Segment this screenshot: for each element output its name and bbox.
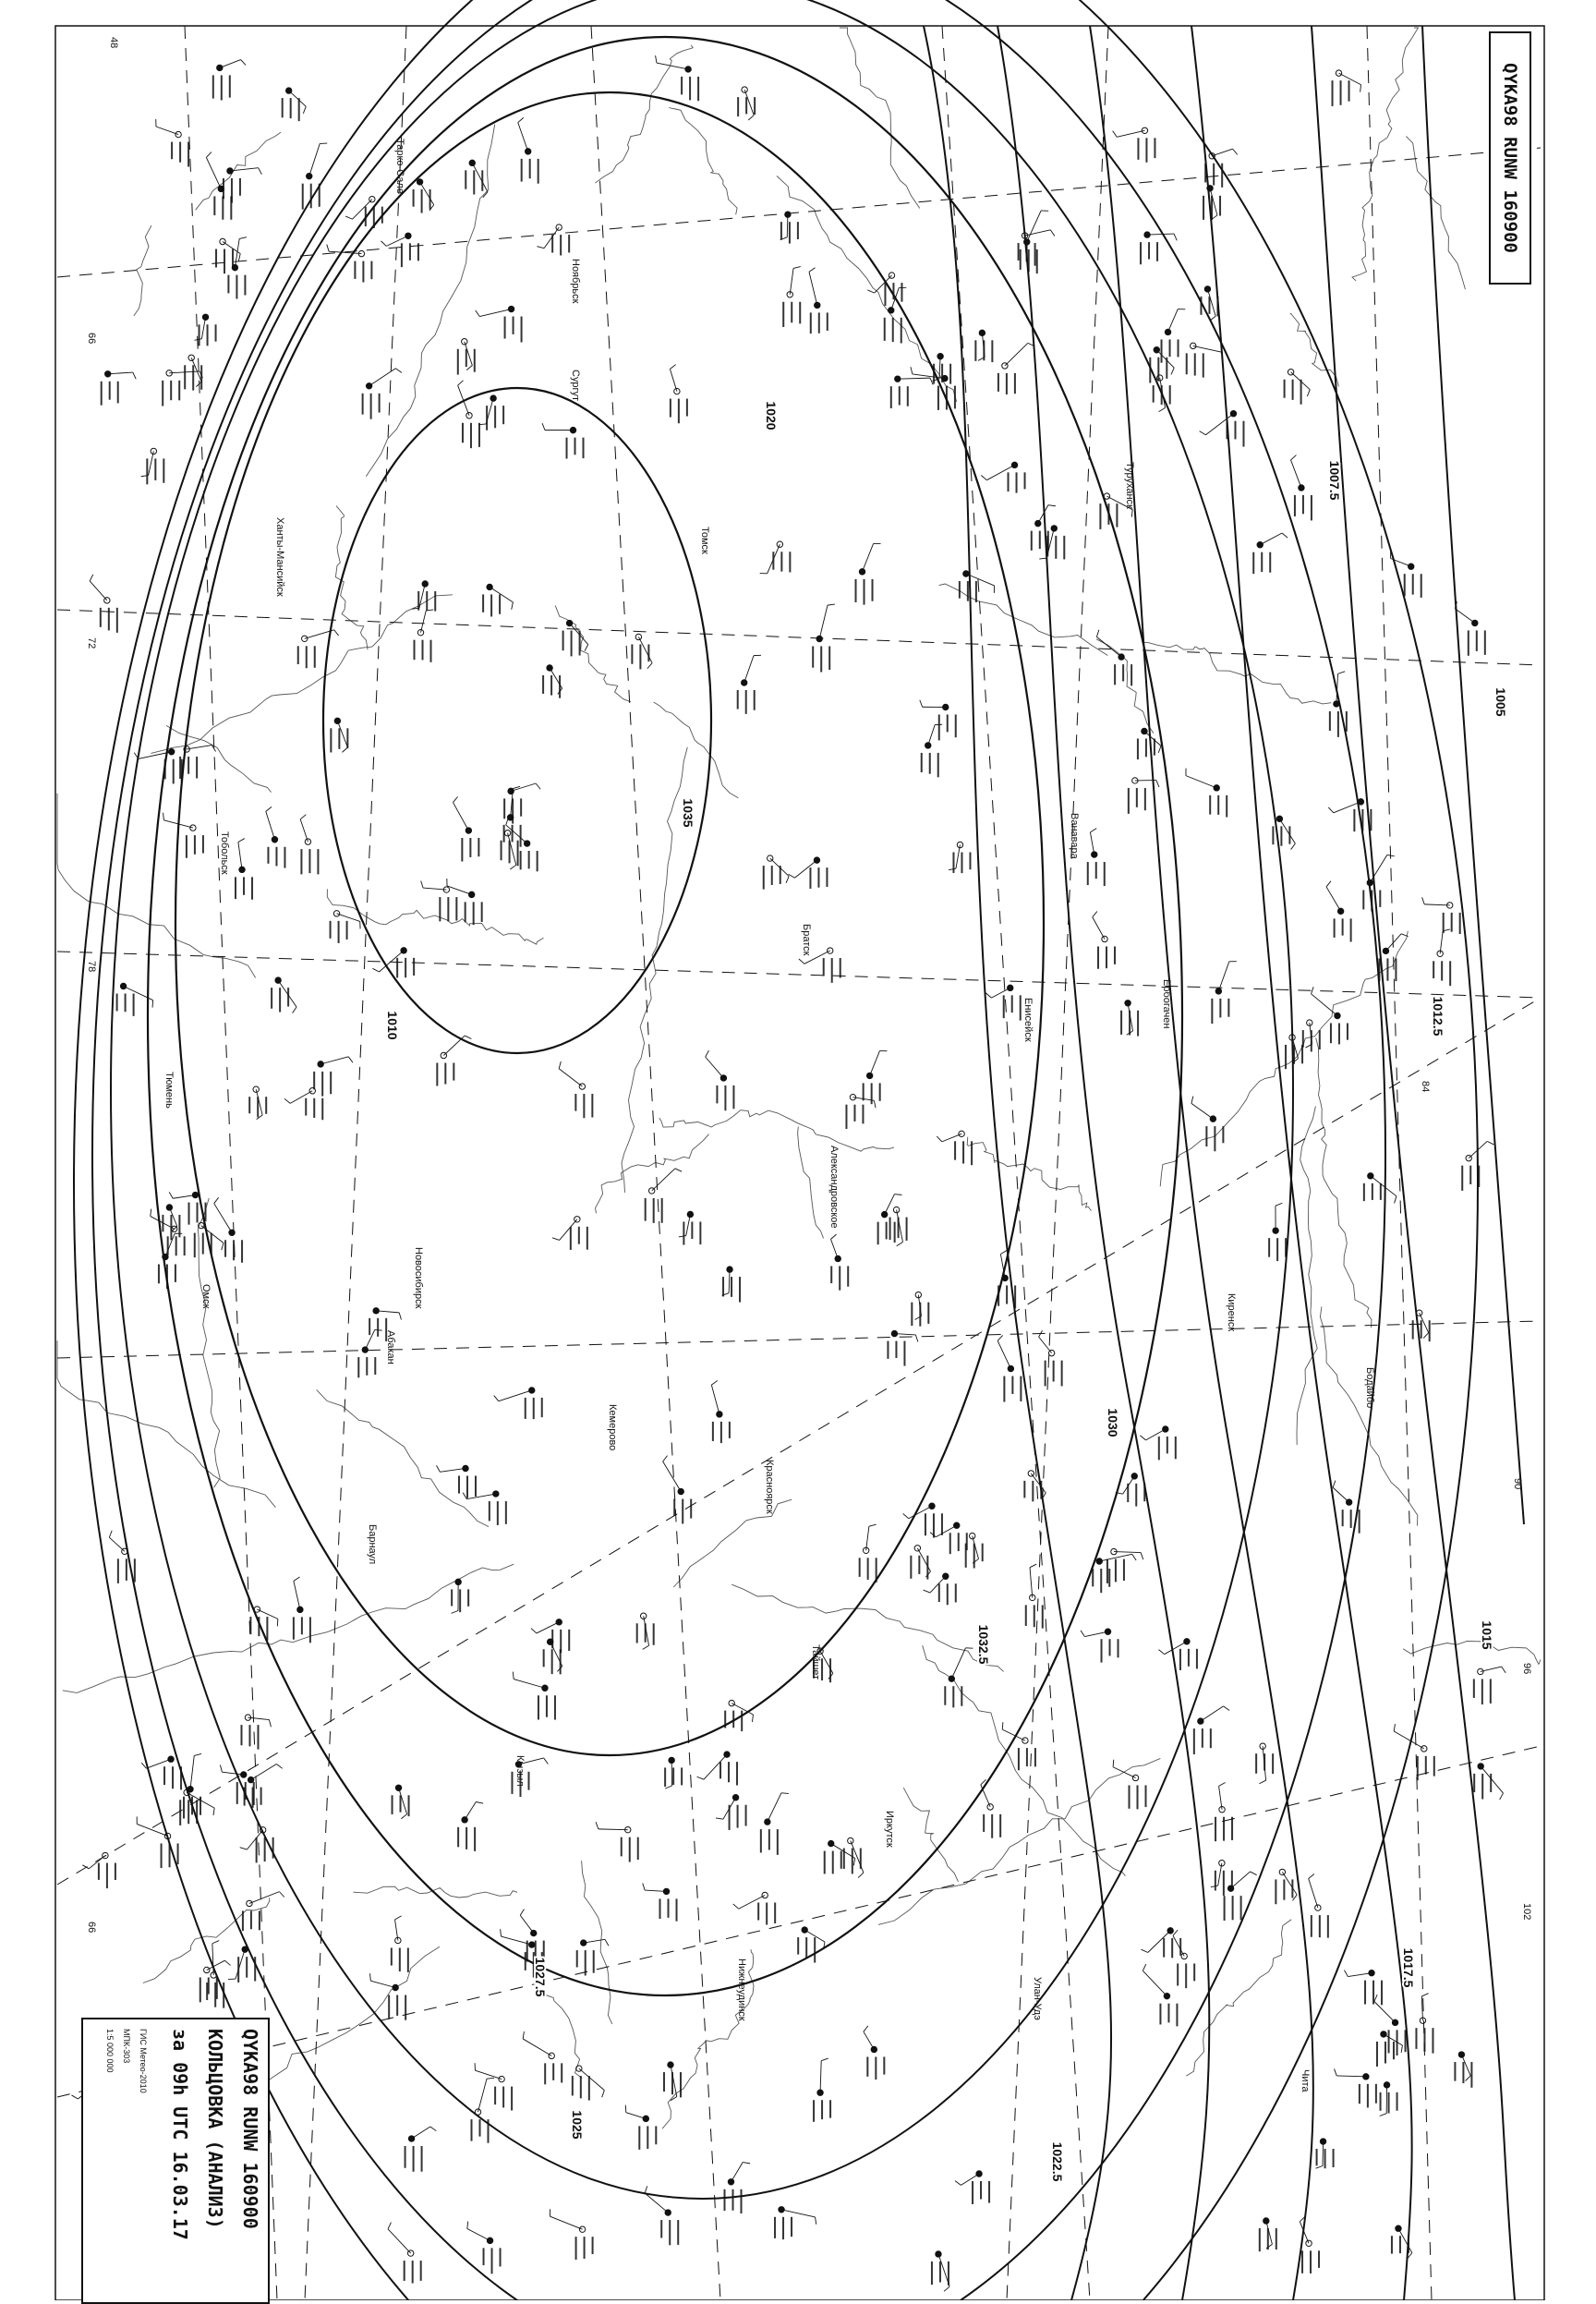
city-label: Ноябрьск bbox=[570, 259, 581, 304]
city-label: Братск bbox=[801, 924, 812, 956]
river-line bbox=[777, 176, 957, 402]
station-plot bbox=[162, 1205, 180, 1241]
isobar-value-label: 1010 bbox=[385, 1011, 400, 1039]
city-label: Омск bbox=[200, 1284, 212, 1309]
lat-lon-grid bbox=[57, 26, 1541, 2300]
station-plot bbox=[1113, 127, 1156, 163]
isobar-value-label: 1022.5 bbox=[1050, 2142, 1065, 2182]
station-plot bbox=[1326, 881, 1352, 942]
station-plot bbox=[981, 462, 1025, 492]
station-plot bbox=[664, 1757, 683, 1789]
station-plot bbox=[436, 1465, 477, 1498]
station-plot bbox=[1093, 912, 1116, 969]
station-plot bbox=[82, 1852, 116, 1888]
station-plot bbox=[542, 423, 584, 458]
river-line bbox=[732, 1584, 1003, 1671]
station-plot bbox=[313, 1057, 353, 1097]
station-plot bbox=[985, 985, 1021, 1020]
lat-label: 66 bbox=[86, 1922, 97, 1933]
station-plot bbox=[531, 1619, 570, 1654]
station-plot bbox=[1412, 1310, 1431, 1341]
station-plot bbox=[330, 911, 361, 943]
station-plot bbox=[789, 857, 828, 889]
station-plot bbox=[1215, 1783, 1233, 1842]
city-label: Барнаул bbox=[367, 1524, 378, 1564]
lat-label: 72 bbox=[86, 637, 97, 649]
station-plot bbox=[90, 575, 118, 633]
station-plot bbox=[1268, 1203, 1287, 1261]
lat-label: 96 bbox=[1521, 1663, 1532, 1674]
station-plot bbox=[381, 233, 418, 267]
city-label: Киренск bbox=[1226, 1293, 1237, 1331]
station-plot bbox=[1200, 411, 1245, 447]
station-plot bbox=[248, 1086, 267, 1120]
city-label: Ванавара bbox=[1069, 813, 1080, 860]
station-plot bbox=[523, 2031, 562, 2084]
chart-code: QYKA98 RUNW 160900 bbox=[1500, 63, 1520, 253]
grid-line bbox=[591, 26, 720, 2300]
river-line bbox=[335, 506, 368, 650]
isobar-value-label: 1012.5 bbox=[1431, 997, 1445, 1037]
river-line bbox=[353, 1886, 517, 1898]
station-plot bbox=[227, 237, 247, 299]
station-plot bbox=[436, 1036, 471, 1085]
isobar-value-label: 1015 bbox=[1480, 1620, 1494, 1649]
station-plot bbox=[859, 1524, 877, 1582]
station-plot bbox=[711, 1380, 731, 1443]
station-plot bbox=[920, 700, 957, 741]
station-plot bbox=[813, 2058, 831, 2122]
station-plot bbox=[830, 1234, 849, 1291]
river-line bbox=[555, 606, 631, 702]
river-line bbox=[57, 1340, 275, 1508]
station-plot bbox=[1143, 1964, 1178, 2026]
station-plot bbox=[890, 376, 933, 408]
city-label: Ербогачен bbox=[1161, 979, 1172, 1028]
station-plot bbox=[240, 1715, 271, 1750]
city-label: Тарко-Сале bbox=[394, 139, 405, 194]
station-plot bbox=[1092, 1554, 1136, 1593]
grid-line bbox=[57, 1321, 1541, 1358]
station-plot bbox=[1140, 1426, 1176, 1461]
station-plot bbox=[636, 1613, 655, 1649]
station-plot bbox=[421, 880, 458, 921]
station-plot bbox=[937, 1131, 973, 1165]
station-plot bbox=[1316, 2139, 1335, 2168]
city-label: Тайшет bbox=[810, 1644, 821, 1679]
river-line bbox=[596, 1134, 709, 1214]
station-plot bbox=[501, 831, 519, 870]
station-plot bbox=[457, 1801, 483, 1850]
isobar-value-label: 1005 bbox=[1493, 687, 1508, 716]
city-label: Тобольск bbox=[219, 831, 230, 875]
station-plot bbox=[931, 2251, 949, 2292]
station-plot bbox=[706, 1050, 735, 1110]
station-plot bbox=[293, 1577, 311, 1643]
station-plot bbox=[520, 1909, 544, 1962]
lat-label: 78 bbox=[86, 961, 97, 972]
river-line bbox=[967, 1137, 1091, 1211]
city-label: Улан-Удэ bbox=[1032, 1977, 1043, 2020]
isobar bbox=[111, 0, 1293, 2199]
station-plot bbox=[889, 1207, 908, 1245]
city-label: Абакан bbox=[385, 1330, 396, 1364]
station-plot bbox=[1433, 929, 1451, 986]
station-plot bbox=[809, 268, 828, 333]
station-plot bbox=[1415, 1994, 1433, 2054]
station-plot bbox=[476, 306, 523, 342]
station-plot bbox=[955, 2171, 990, 2204]
station-plot bbox=[1332, 70, 1361, 106]
station-plot bbox=[716, 1795, 747, 1830]
station-plot bbox=[1159, 1639, 1198, 1670]
station-plot bbox=[724, 1700, 753, 1731]
station-plot bbox=[482, 584, 513, 616]
city-label: Иркутск bbox=[884, 1811, 895, 1848]
river-line bbox=[63, 1564, 514, 1692]
station-plot bbox=[1335, 2068, 1377, 2107]
station-plot bbox=[1018, 230, 1055, 266]
station-plot bbox=[542, 665, 562, 698]
station-plot bbox=[362, 369, 402, 419]
station-plot bbox=[631, 634, 652, 669]
station-plot bbox=[1344, 1970, 1383, 2005]
station-plot bbox=[156, 119, 189, 167]
station-plot bbox=[330, 718, 348, 752]
river-line bbox=[1297, 1107, 1317, 1445]
river-line bbox=[317, 1389, 489, 1526]
isobar-value-label: 1007.5 bbox=[1327, 461, 1342, 501]
station-plot bbox=[414, 610, 434, 662]
station-plot bbox=[697, 1752, 738, 1786]
station-plot bbox=[562, 620, 588, 656]
river-line bbox=[196, 132, 281, 210]
station-plot bbox=[518, 117, 539, 183]
river-line bbox=[1160, 931, 1408, 1187]
station-plot bbox=[559, 1061, 593, 1118]
station-plot bbox=[1039, 1330, 1063, 1386]
station-plot bbox=[453, 796, 479, 861]
lat-label: 48 bbox=[108, 37, 119, 48]
station-plot bbox=[1455, 601, 1485, 656]
station-plot bbox=[723, 2163, 750, 2213]
station-plot bbox=[388, 2223, 422, 2284]
city-label: Кемерово bbox=[607, 1404, 618, 1450]
river-line bbox=[547, 1995, 583, 2079]
river-line bbox=[939, 584, 1108, 656]
station-plot bbox=[670, 365, 688, 424]
station-plot bbox=[223, 168, 261, 203]
station-plot bbox=[1161, 309, 1186, 363]
station-plot bbox=[1255, 1743, 1274, 1784]
isobar-value-label: 1027.5 bbox=[533, 1958, 548, 1997]
station-plot bbox=[1422, 897, 1461, 934]
grid-line bbox=[57, 1746, 1541, 2097]
station-plot bbox=[911, 1291, 929, 1326]
isobar-lines bbox=[74, 0, 1524, 2300]
station-plot bbox=[212, 60, 246, 101]
city-label: Чита bbox=[1300, 2069, 1311, 2092]
river-line bbox=[622, 747, 687, 1193]
lat-label: 84 bbox=[1420, 1081, 1431, 1092]
city-label: Новосибирск bbox=[413, 1247, 424, 1309]
river-line bbox=[1352, 28, 1419, 281]
station-plot bbox=[1173, 1930, 1195, 1988]
river-line bbox=[1320, 1306, 1417, 1525]
station-plot bbox=[998, 343, 1034, 394]
station-plot bbox=[1191, 1097, 1224, 1152]
city-label: Бодайбо bbox=[1364, 1367, 1375, 1408]
station-plot bbox=[643, 1883, 678, 1921]
station-plot bbox=[297, 630, 339, 669]
station-plot bbox=[930, 1522, 968, 1554]
legend-time: за 09h UTC 16.03.17 bbox=[169, 2029, 191, 2240]
lat-label: 66 bbox=[86, 333, 97, 344]
station-plot bbox=[596, 1822, 639, 1861]
grid-line bbox=[57, 998, 1541, 1885]
station-plot bbox=[214, 1197, 243, 1262]
station-plot bbox=[478, 395, 504, 430]
station-plot bbox=[679, 1211, 701, 1244]
chart-code-box bbox=[1489, 31, 1531, 285]
station-plot bbox=[998, 1335, 1022, 1401]
isobar bbox=[74, 0, 1478, 2300]
legend-title: КОЛЬЦОВКА (АНАЛИЗ) bbox=[204, 2029, 226, 2229]
station-plot bbox=[357, 1329, 381, 1377]
station-plot bbox=[1454, 2052, 1472, 2088]
station-plot bbox=[910, 1546, 930, 1580]
station-plot bbox=[1363, 1173, 1396, 1204]
isobar-value-label: 1025 bbox=[570, 2110, 585, 2139]
city-label: Томск bbox=[699, 527, 710, 554]
station-plot bbox=[864, 2026, 885, 2080]
isobar-value-label: 1035 bbox=[681, 798, 695, 827]
grid-line bbox=[185, 26, 277, 2300]
station-plot bbox=[235, 839, 253, 900]
station-plot bbox=[271, 977, 296, 1013]
city-label: Тюмень bbox=[163, 1072, 175, 1109]
river-line bbox=[1316, 1038, 1372, 1328]
station-plot bbox=[457, 339, 476, 375]
station-plot bbox=[1200, 286, 1218, 321]
isobar bbox=[92, 0, 1385, 2300]
station-plot bbox=[863, 1051, 888, 1105]
station-plot bbox=[471, 2078, 494, 2142]
station-plot bbox=[1380, 2082, 1398, 2116]
river-line bbox=[878, 1758, 1160, 1924]
city-label: Туруханск bbox=[1124, 462, 1135, 509]
isobar bbox=[175, 92, 1044, 1755]
river-line bbox=[798, 1127, 824, 1239]
station-plot bbox=[302, 143, 327, 210]
grid-line bbox=[57, 610, 1541, 665]
station-plot bbox=[405, 2127, 437, 2172]
station-plot bbox=[282, 88, 307, 121]
station-plot bbox=[903, 1503, 943, 1537]
lat-label: 102 bbox=[1521, 1903, 1532, 1920]
station-plot bbox=[1186, 343, 1223, 377]
station-plot bbox=[300, 815, 319, 875]
station-plot bbox=[645, 1169, 682, 1223]
station-plot bbox=[134, 749, 182, 784]
river-line bbox=[659, 1110, 894, 1152]
station-plot bbox=[451, 1579, 469, 1613]
station-plot bbox=[101, 371, 137, 406]
isobar-value-label: 1020 bbox=[764, 401, 779, 430]
station-plot bbox=[162, 370, 202, 406]
legend-credit-scale: 1:5 000 000 bbox=[105, 2029, 115, 2073]
isobar-value-label: 1017.5 bbox=[1401, 1948, 1416, 1988]
lat-label: 90 bbox=[1512, 1478, 1523, 1489]
station-plot bbox=[1275, 1869, 1297, 1904]
station-plot bbox=[1291, 455, 1312, 521]
station-plot bbox=[220, 1764, 254, 1805]
city-label: Енисейск bbox=[1022, 998, 1034, 1042]
station-plot bbox=[760, 1793, 789, 1855]
station-plot bbox=[737, 87, 756, 120]
city-label: Кызыл bbox=[514, 1755, 526, 1787]
station-plot bbox=[543, 1639, 562, 1674]
station-plot bbox=[458, 381, 480, 448]
station-plot bbox=[1087, 829, 1106, 886]
station-plot bbox=[663, 2062, 682, 2101]
river-line bbox=[143, 1898, 270, 1983]
legend-credit-software: ГИС Метео-2010 bbox=[139, 2029, 148, 2093]
station-plot bbox=[550, 2209, 594, 2260]
station-plot bbox=[537, 224, 570, 256]
station-plot bbox=[513, 1672, 556, 1720]
station-plot bbox=[1284, 370, 1311, 405]
station-plot bbox=[843, 1837, 864, 1877]
river-line bbox=[1403, 1642, 1541, 1665]
station-plot bbox=[1309, 1874, 1329, 1937]
legend-credit-device: МПК-303 bbox=[122, 2029, 131, 2063]
city-label: Красноярск bbox=[764, 1460, 775, 1514]
legend-code: QYKA98 RUNW 160900 bbox=[239, 2029, 261, 2229]
station-plot bbox=[737, 655, 761, 713]
station-plot bbox=[733, 1892, 776, 1924]
geography-lines bbox=[57, 28, 1541, 2128]
station-plot bbox=[663, 1456, 693, 1524]
station-plot bbox=[1113, 1760, 1146, 1810]
station-plot bbox=[1252, 533, 1288, 574]
station-plot bbox=[1259, 2218, 1277, 2251]
city-label: Нижнеудинск bbox=[736, 1958, 747, 2021]
station-plot bbox=[1328, 799, 1372, 831]
river-line bbox=[1186, 1920, 1291, 2076]
station-plot bbox=[447, 879, 483, 925]
station-plot bbox=[1193, 1706, 1229, 1754]
station-plot bbox=[1374, 1995, 1407, 2055]
station-plot bbox=[763, 855, 789, 890]
isobar-value-label: 1032.5 bbox=[976, 1625, 991, 1665]
station-plot bbox=[1211, 962, 1236, 1024]
station-plot bbox=[1300, 2216, 1320, 2274]
river-line bbox=[57, 794, 256, 978]
station-plot bbox=[391, 1916, 409, 1972]
isobar-value-label: 1030 bbox=[1106, 1408, 1120, 1437]
station-plot bbox=[228, 1946, 256, 1983]
station-plot bbox=[141, 448, 165, 484]
station-plot bbox=[266, 806, 286, 867]
station-plot bbox=[572, 2066, 605, 2101]
station-plot bbox=[163, 813, 204, 858]
station-plot bbox=[959, 571, 995, 602]
station-plot bbox=[494, 1388, 543, 1419]
station-plot bbox=[1039, 526, 1065, 560]
station-plot bbox=[1081, 1629, 1119, 1663]
station-plot bbox=[774, 2207, 816, 2240]
station-plot bbox=[392, 1785, 410, 1819]
station-plot bbox=[1312, 987, 1348, 1044]
station-plot bbox=[206, 152, 232, 220]
station-plot bbox=[855, 544, 881, 605]
station-plot bbox=[782, 267, 801, 327]
river-line bbox=[595, 45, 693, 183]
station-plot bbox=[465, 160, 488, 198]
station-plot bbox=[974, 330, 993, 362]
station-plot bbox=[284, 1088, 323, 1121]
station-plot bbox=[1473, 1764, 1503, 1800]
station-plot bbox=[552, 1217, 588, 1250]
station-plot bbox=[887, 1330, 917, 1365]
river-line bbox=[654, 702, 739, 798]
station-plot bbox=[1473, 1667, 1505, 1704]
station-plot bbox=[722, 1267, 741, 1303]
city-label: Александровское bbox=[828, 1146, 840, 1229]
station-plot bbox=[1394, 1724, 1435, 1780]
station-plot bbox=[797, 1927, 825, 1963]
station-plot bbox=[1106, 1548, 1143, 1583]
station-plot bbox=[413, 179, 434, 213]
station-plot bbox=[1391, 551, 1422, 597]
isobar bbox=[998, 26, 1209, 2300]
station-plot bbox=[412, 581, 436, 612]
station-plot bbox=[1186, 769, 1227, 818]
legend-box bbox=[81, 2018, 270, 2304]
station-plot bbox=[1120, 1000, 1139, 1037]
river-line bbox=[840, 28, 920, 209]
station-plot bbox=[625, 2105, 657, 2150]
station-plot bbox=[780, 212, 799, 244]
station-plot bbox=[576, 1939, 609, 1975]
station-plot bbox=[760, 541, 792, 574]
station-plot bbox=[1025, 1564, 1044, 1628]
isobar bbox=[924, 26, 1111, 2300]
station-plot bbox=[1203, 186, 1221, 221]
station-plot bbox=[242, 1892, 284, 1932]
station-plot bbox=[824, 1840, 855, 1874]
grid-line bbox=[57, 148, 1541, 277]
city-label: Сургут bbox=[570, 370, 581, 401]
station-plot bbox=[463, 1491, 507, 1525]
isobar bbox=[1090, 26, 1313, 2300]
city-label: Ханты-Мансийск bbox=[274, 517, 285, 597]
station-plot bbox=[949, 842, 971, 873]
station-plot bbox=[141, 1756, 182, 1789]
